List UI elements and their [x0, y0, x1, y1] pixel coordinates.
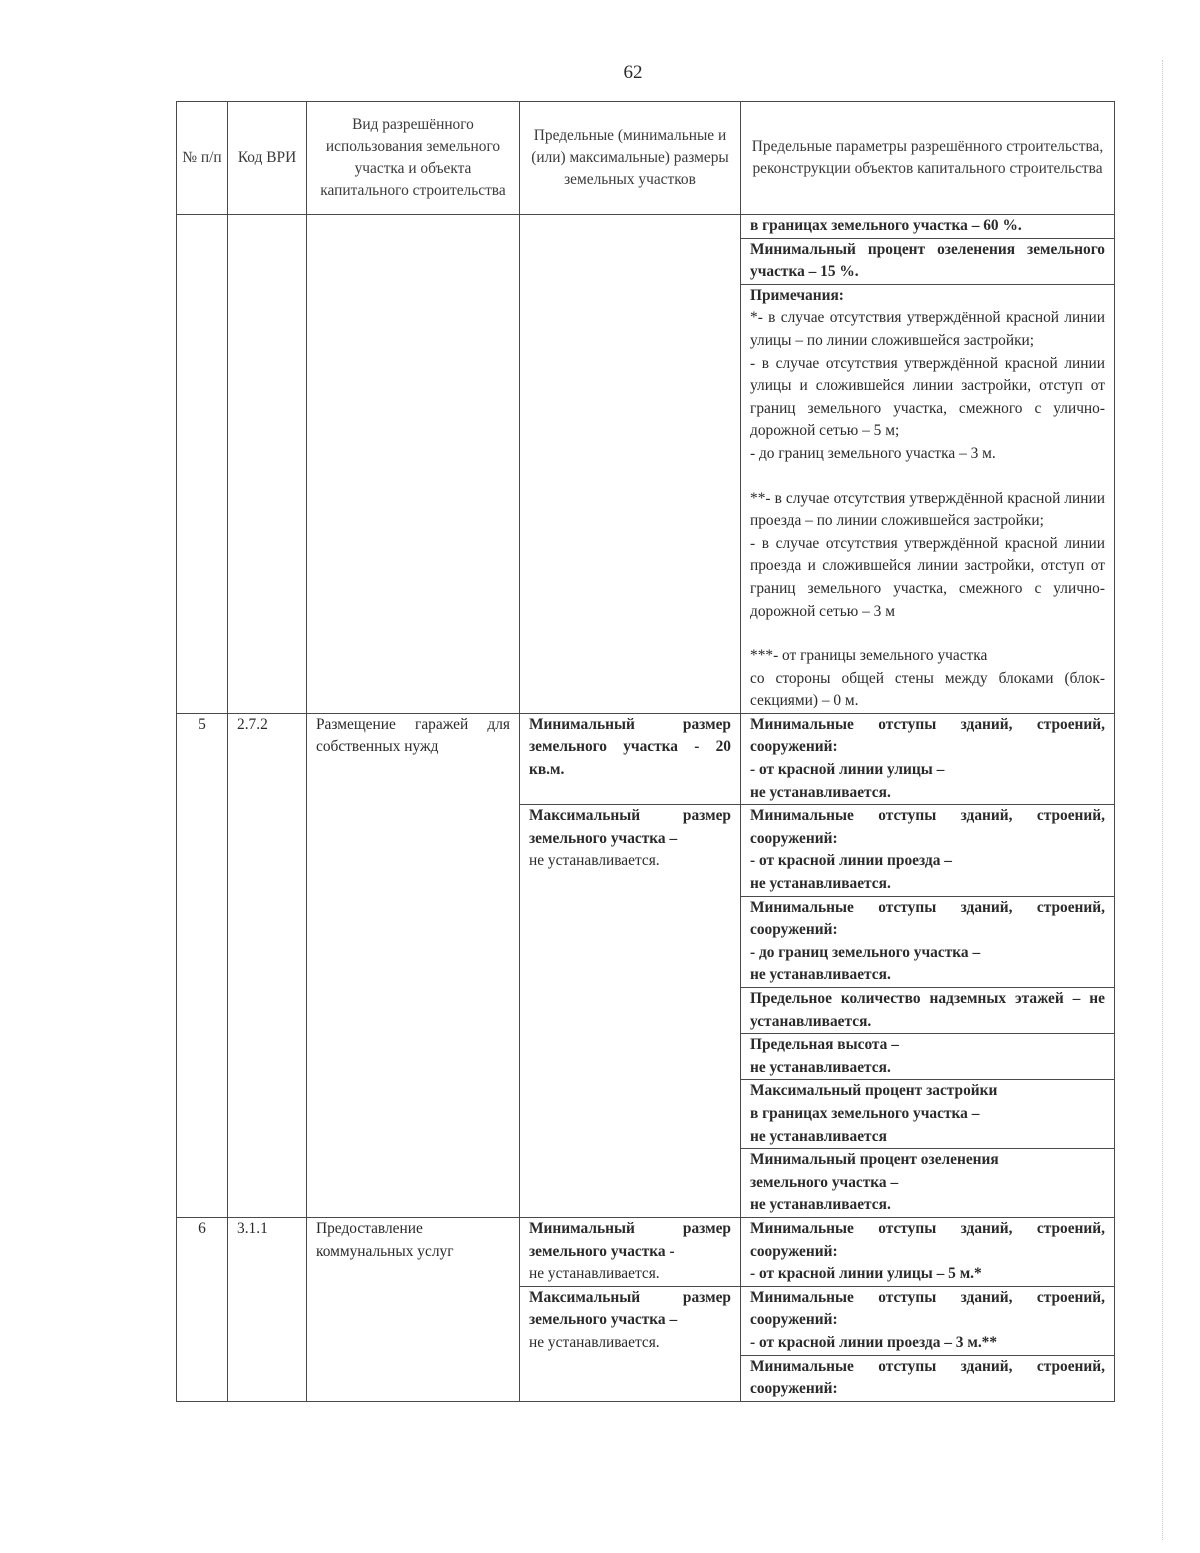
page-number: 62 — [623, 62, 643, 83]
header-num: № п/п — [177, 102, 228, 215]
cell-use-type: Предоставление коммунальных услуг — [307, 1217, 520, 1401]
cell-num: 5 — [177, 713, 228, 1217]
param-cell: Предельное количество надземных этажей – не устанавливается. — [741, 988, 1115, 1034]
param-cell: Минимальные отступы зданий, строений, сооружений: - от красной линии проезда – 3 м.** — [741, 1286, 1115, 1355]
param-cell: Минимальные отступы зданий, строений, сооружений: - от красной линии проезда – не устанавливается. — [741, 805, 1115, 896]
note-text: со стороны общей стены между блоками (блок-секциями) – 0 м. — [750, 669, 1105, 710]
table-row — [177, 713, 1115, 804]
note-text: ***- от границы земельного участка — [750, 647, 988, 665]
note-text: - до границ земельного участка – 3 м. — [750, 444, 996, 462]
cell-min-size: Минимальный размер земельного участка - не устанавливается. — [520, 1217, 741, 1286]
note-text: *- в случае отсутствия утверждённой красной линии улицы – по линии сложившейся застройки; — [750, 309, 1105, 349]
param-cell: Минимальные отступы зданий, строений, сооружений: - от красной линии улицы – не устанавливается. — [741, 713, 1115, 804]
header-params: Предельные параметры разрешённого строительства, реконструкции объектов капитального строительства — [741, 102, 1115, 215]
param-cell: в границах земельного участка – 60 %. — [741, 215, 1115, 239]
cell-plot-size — [520, 215, 741, 714]
param-cell: Минимальный процент озеленения земельного участка – 15 %. — [741, 238, 1115, 284]
header-plot-size: Предельные (минимальные и (или) максимальные) размеры земельных участков — [520, 102, 741, 215]
cell-max-size: Максимальный размер земельного участка – не устанавливается. — [520, 805, 741, 1218]
cell-use-type — [307, 215, 520, 714]
param-cell: Минимальные отступы зданий, строений, сооружений: - до границ земельного участка – не устанавливается. — [741, 896, 1115, 987]
cell-code: 2.7.2 — [228, 713, 307, 1217]
param-cell: Максимальный процент застройки в границах земельного участка – не устанавливается — [741, 1080, 1115, 1149]
cell-use-type: Размещение гаражей для собственных нужд — [307, 713, 520, 1217]
param-cell: Предельная высота – не устанавливается. — [741, 1034, 1115, 1080]
param-cell: Минимальные отступы зданий, строений, сооружений: - от красной линии улицы – 5 м.* — [741, 1217, 1115, 1286]
table-header-row — [177, 102, 1115, 215]
cell-min-size: Минимальный размер земельного участка - 20 кв.м. — [520, 713, 741, 804]
note-text: - в случае отсутствия утверждённой красной линии проезда и сложившейся линии застройки, отступ от границ земельного участка, смежного с улично-дорожной сетью – 3 м — [750, 534, 1105, 620]
cell-num — [177, 215, 228, 714]
header-use-type: Вид разрешённого использования земельного участка и объекта капитального строительства — [307, 102, 520, 215]
scan-edge — [1162, 60, 1163, 1540]
table-row — [177, 1217, 1115, 1286]
zoning-table — [176, 101, 1115, 1402]
notes-cell — [741, 284, 1115, 713]
note-text: - в случае отсутствия утверждённой красной линии улицы и сложившейся линии застройки, отступ от границ земельного участка, смежного с улично-дорожной сетью – 5 м; — [750, 354, 1105, 440]
param-cell: Минимальные отступы зданий, строений, сооружений: — [741, 1355, 1115, 1401]
notes-title: Примечания: — [750, 286, 844, 304]
table-row — [177, 215, 1115, 239]
note-text: **- в случае отсутствия утверждённой красной линии проезда – по линии сложившейся застройки; — [750, 489, 1105, 530]
cell-code — [228, 215, 307, 714]
header-code: Код ВРИ — [228, 102, 307, 215]
cell-code: 3.1.1 — [228, 1217, 307, 1401]
cell-num: 6 — [177, 1217, 228, 1401]
param-cell: Минимальный процент озеленения земельного участка – не устанавливается. — [741, 1149, 1115, 1218]
cell-max-size: Максимальный размер земельного участка – не устанавливается. — [520, 1286, 741, 1401]
